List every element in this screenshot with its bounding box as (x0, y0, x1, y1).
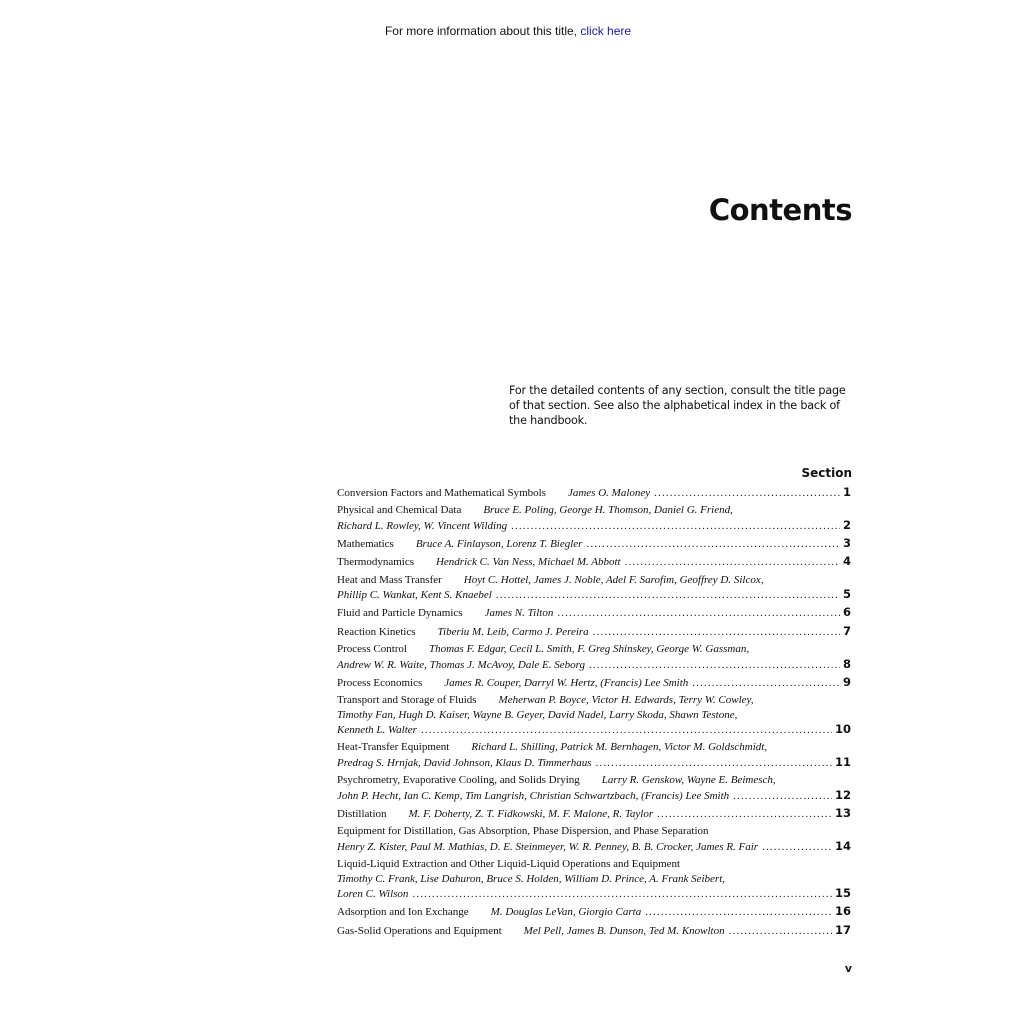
leader-dots (733, 789, 832, 804)
section-number: 6 (842, 605, 851, 620)
section-authors: Hoyt C. Hottel, James J. Noble, Adel F. Sarofim, Geoffrey D. Silcox, (463, 573, 764, 586)
leader-dots (593, 625, 840, 640)
toc-entry-line (337, 872, 851, 887)
leader-dots (511, 519, 840, 534)
toc-entry-line (337, 788, 851, 803)
section-title: Distillation (337, 808, 387, 821)
table-of-contents (337, 485, 851, 941)
section-authors: Hendrick C. Van Ness, Michael M. Abbott (435, 556, 621, 569)
toc-entry[interactable] (337, 806, 851, 821)
section-authors: Timothy C. Frank, Lise Dahuron, Bruce S. Holden, William D. Prince, A. Frank Seibert, (337, 872, 726, 885)
section-number: 5 (842, 587, 851, 602)
section-authors: Andrew W. R. Waite, Thomas J. McAvoy, Dale E. Seborg (337, 658, 585, 671)
section-authors: Tiberiu M. Leib, Carmo J. Pereira (437, 625, 589, 638)
toc-entry-line (337, 839, 851, 854)
section-number: 9 (842, 674, 851, 689)
leader-dots (625, 555, 840, 570)
leader-dots (762, 840, 832, 855)
info-note-text: For more information about this title, (384, 24, 578, 38)
toc-entry-line (337, 904, 851, 919)
toc-entry[interactable] (337, 824, 851, 853)
page-title: Contents (708, 193, 852, 227)
toc-entry[interactable] (337, 605, 851, 620)
toc-entry-line (337, 773, 851, 788)
toc-entry-line (337, 675, 851, 690)
toc-entry-line (337, 806, 851, 821)
section-title: Mathematics (337, 538, 394, 551)
toc-entry-line (337, 624, 851, 639)
section-number: 7 (842, 623, 851, 638)
section-authors: Bruce E. Poling, George H. Thomson, Daniel G. Friend, (483, 504, 733, 517)
section-title: Psychrometry, Evaporative Cooling, and Solids Drying (337, 774, 580, 787)
section-title: Fluid and Particle Dynamics (337, 607, 463, 620)
toc-entry-line (337, 587, 851, 602)
leader-dots (589, 658, 840, 673)
section-number: 17 (834, 922, 851, 937)
section-title: Adsorption and Ion Exchange (337, 906, 469, 919)
toc-entry-line (337, 518, 851, 533)
toc-entry-line (337, 722, 851, 737)
intro-paragraph: For the detailed contents of any section, consult the title page of that section. See also the alphabetical index in the back of the handbook. (509, 384, 846, 427)
toc-entry-line (337, 605, 851, 620)
section-title: Equipment for Distillation, Gas Absorption, Phase Dispersion, and Phase Separation (337, 825, 709, 838)
toc-entry-line (337, 554, 851, 569)
section-authors: Richard L. Shilling, Patrick M. Bernhagen, Victor M. Goldschmidt, (471, 741, 768, 754)
toc-entry-line (337, 740, 851, 755)
section-number: 11 (834, 754, 851, 769)
toc-entry[interactable] (337, 573, 851, 602)
toc-entry[interactable] (337, 675, 851, 690)
section-title: Process Control (337, 643, 407, 656)
leader-dots (654, 486, 840, 501)
leader-dots (421, 723, 832, 738)
toc-entry-line (337, 857, 851, 872)
section-number: 14 (834, 838, 851, 853)
toc-entry[interactable] (337, 642, 851, 671)
section-column-header: Section (801, 466, 852, 480)
toc-entry[interactable] (337, 536, 851, 551)
section-authors: John P. Hecht, Ian C. Kemp, Tim Langrish, Christian Schwartzbach, (Francis) Lee Smith (337, 789, 730, 802)
toc-entry[interactable] (337, 740, 851, 769)
section-authors: M. F. Doherty, Z. T. Fidkowski, M. F. Malone, R. Taylor (408, 808, 654, 821)
section-title: Conversion Factors and Mathematical Symbols (337, 487, 546, 499)
toc-entry-line (337, 503, 851, 518)
section-title: Heat and Mass Transfer (337, 573, 442, 586)
section-number: 1 (842, 485, 851, 499)
section-authors: Loren C. Wilson (337, 888, 409, 901)
section-number: 4 (842, 554, 851, 569)
toc-entry[interactable] (337, 773, 851, 802)
section-authors: Larry R. Genskow, Wayne E. Beimesch, (601, 774, 776, 787)
section-title: Heat-Transfer Equipment (337, 741, 450, 754)
section-title: Thermodynamics (337, 556, 414, 569)
toc-entry-line (337, 536, 851, 551)
section-authors: James R. Couper, Darryl W. Hertz, (Francis) Lee Smith (444, 676, 689, 689)
toc-entry[interactable] (337, 904, 851, 919)
leader-dots (496, 588, 840, 603)
section-authors: Richard L. Rowley, W. Vincent Wilding (337, 519, 508, 532)
section-number: 12 (834, 787, 851, 802)
section-title: Transport and Storage of Fluids (337, 694, 477, 707)
section-title: Physical and Chemical Data (337, 504, 462, 517)
leader-dots (586, 537, 840, 552)
section-authors: Bruce A. Finlayson, Lorenz T. Biegler (415, 538, 583, 551)
toc-entry[interactable] (337, 693, 851, 737)
leader-dots (557, 606, 840, 621)
section-number: 13 (834, 806, 851, 821)
toc-entry-line (337, 485, 851, 500)
section-authors: Thomas F. Edgar, Cecil L. Smith, F. Greg Shinskey, George W. Gassman, (428, 643, 750, 656)
section-number: 8 (842, 656, 851, 671)
toc-entry[interactable] (337, 503, 851, 532)
section-authors: James N. Tilton (484, 607, 554, 620)
section-number: 10 (834, 722, 851, 737)
page-number: v (844, 962, 852, 975)
toc-entry[interactable] (337, 857, 851, 901)
click-here-link[interactable]: click here (580, 24, 632, 38)
leader-dots (596, 756, 832, 771)
section-authors: James O. Maloney (567, 487, 651, 499)
section-title: Reaction Kinetics (337, 625, 416, 638)
leader-dots (657, 807, 832, 822)
leader-dots (645, 905, 832, 920)
toc-entry-line (337, 693, 851, 708)
leader-dots (729, 924, 832, 939)
toc-entry-line (337, 642, 851, 657)
toc-entry-line (337, 755, 851, 770)
section-authors: Phillip C. Wankat, Kent S. Knaebel (337, 589, 492, 602)
section-authors: Kenneth L. Walter (337, 724, 417, 737)
section-authors: Henry Z. Kister, Paul M. Mathias, D. E. Steinmeyer, W. R. Penney, B. B. Crocker, James R. Fair (337, 840, 759, 853)
section-number: 3 (842, 536, 851, 551)
section-number: 16 (834, 904, 851, 919)
section-authors: Predrag S. Hrnjak, David Johnson, Klaus D. Timmerhaus (337, 756, 592, 769)
section-authors: Timothy Fan, Hugh D. Kaiser, Wayne B. Geyer, David Nadel, Larry Skoda, Shawn Testone, (337, 708, 738, 721)
toc-entry[interactable] (337, 923, 851, 938)
info-note (0, 24, 1016, 38)
toc-entry-line (337, 573, 851, 588)
section-number: 15 (834, 886, 851, 901)
toc-entry[interactable] (337, 554, 851, 569)
section-authors: M. Douglas LeVan, Giorgio Carta (490, 906, 642, 919)
leader-dots (412, 887, 832, 902)
toc-entry-line (337, 708, 851, 723)
toc-entry-line (337, 824, 851, 839)
section-title: Gas-Solid Operations and Equipment (337, 924, 502, 937)
toc-entry[interactable] (337, 485, 851, 500)
section-number: 2 (842, 517, 851, 532)
section-authors: Meherwan P. Boyce, Victor H. Edwards, Terry W. Cowley, (498, 694, 754, 707)
section-title: Process Economics (337, 676, 423, 689)
toc-entry-line (337, 657, 851, 672)
toc-entry-line (337, 886, 851, 901)
toc-entry[interactable] (337, 624, 851, 639)
section-authors: Mel Pell, James B. Dunson, Ted M. Knowlton (523, 924, 725, 937)
leader-dots (692, 676, 840, 691)
section-title: Liquid-Liquid Extraction and Other Liquid-Liquid Operations and Equipment (337, 858, 681, 871)
toc-entry-line (337, 923, 851, 938)
